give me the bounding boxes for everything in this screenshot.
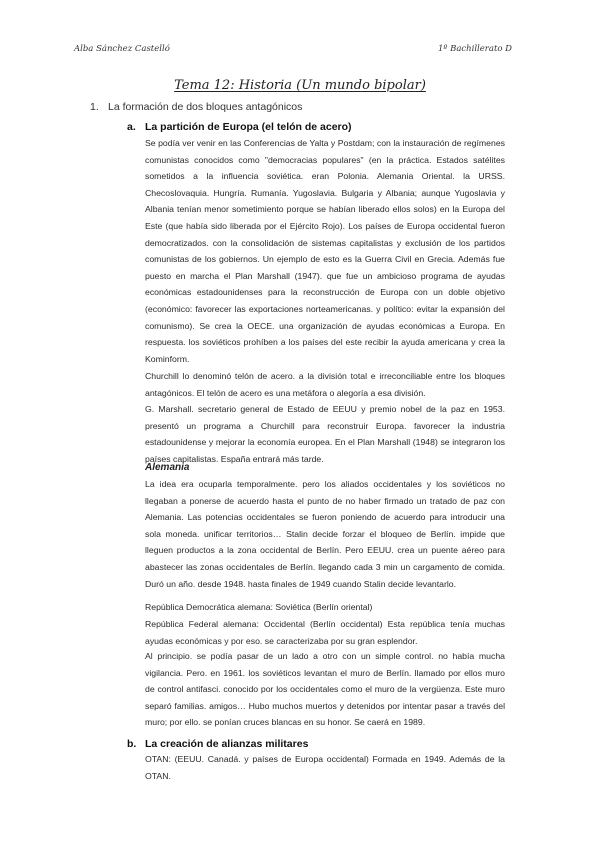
paragraph: República Democrática alemana: Soviética (Berlín oriental) [145,602,373,612]
author-name: Alba Sánchez Castelló [74,44,170,54]
page-header [0,44,600,58]
page-title: Tema 12: Historia (Un mundo bipolar) [174,78,426,93]
alemania-heading: Alemania [145,462,190,473]
subsection-b-heading [127,738,308,750]
paragraph: La idea era ocuparla temporalmente. pero los aliados occidentales y los soviéticos no llegaban a ponerse de acuerdo hasta el punto de no haber firmado un tratado de paz con Alemania. Las potencias occidentales se fueron poniendo de acuerdo para introducir una sola moneda. unificar territorios… Stalin decide forzar el bloqueo de Berlín. impide que lleguen productos a la zona occidental de Berlín. Pero EEUU. crea un puente aéreo para abastecer las zonas occidentales de Berlín. llegando cada 3 min un cargamento de comida. Duró un año. desde 1948. hasta finales de 1949 cuando Stalin decide levantarlo. [145,479,505,589]
section-1-number: 1. [90,101,99,113]
course-label: 1º Bachillerato D [437,44,512,54]
subsection-a-heading [127,121,352,133]
section-1-title: La formación de dos bloques antagónicos [108,101,303,113]
subsection-a-letter: a. [127,121,136,133]
paragraph: OTAN: (EEUU. Canadá. y países de Europa occidental) Formada en 1949. Además de la OTAN. [145,754,505,781]
subsection-b-title: La creación de alianzas militares [145,738,309,750]
paragraph: Churchill lo denominó telón de acero. a la división total e irreconciliable entre los bloques antagónicos. El telón de acero es una metáfora o alegoría a esa división. [145,371,505,398]
subsection-a-title: La partición de Europa (el telón de acero) [145,121,352,133]
subsection-b-letter: b. [127,738,137,750]
paragraph: Se podía ver venir en las Conferencias de Yalta y Postdam; con la instauración de regímenes comunistas conocidos como "democracias populares" (en la práctica. Estados satélites sometidos a la influencia soviética. eran Polonia. Alemania Oriental. la URSS. Checoslovaquia. Hungría. Rumanía. Yugoslavia. Bulgaria y Albania; aunque Yugoslavia y Albania tenían menor sometimiento porque se habían liberado ellos solos) en la Europa del Este (que había sido liberada por el Ejército Rojo). Los países de Europa occidental fueron democratizados. con la consolidación de sistemas capitalistas y exclusión de los partidos comunistas de los gobiernos. Un ejemplo de esto es la Guerra Civil en Grecia. Además fue puesto en marcha el Plan Marshall (1947). que fue un ambicioso programa de ayudas económicas estadounidenses para la reconstrucción de Europa con un doble objetivo (económico: favorecer las exportaciones norteamericanas. y político: evitar la expansión del comunismo). Se crea la OECE. una organización de ayudas económicas a Europa. En respuesta. los soviéticos prohíben a los países del este recibir la ayuda americana y crea la Kominform. [145,138,505,364]
paragraph: G. Marshall. secretario general de Estado de EEUU y premio nobel de la paz en 1953. presentó un programa a Churchill para reconstruir Europa. favorecer la industria estadounidense y mejorar la economía europea. En el Plan Marshall (1948) se integraron los países capitalistas. España entrará más tarde. [145,404,505,464]
paragraph: República Federal alemana: Occidental (Berlín occidental) Esta república tenía muchas ayudas económicas y por eso. se caracterizaba por su gran esplendor. [145,619,505,646]
paragraph: Al principio. se podía pasar de un lado a otro con un simple control. no había mucha vigilancia. Pero. en 1961. los soviéticos levantan el muro de Berlín. llamado por ellos muro de control antifasci. conocido por los occidentales como el muro de la vergüenza. Este muro separó familias. amigos… Hubo muchos muertos y detenidos por intentar pasar a través del muro; por ello. se ponían cruces blancas en su honor. Se caerá en 1989. [145,651,505,728]
